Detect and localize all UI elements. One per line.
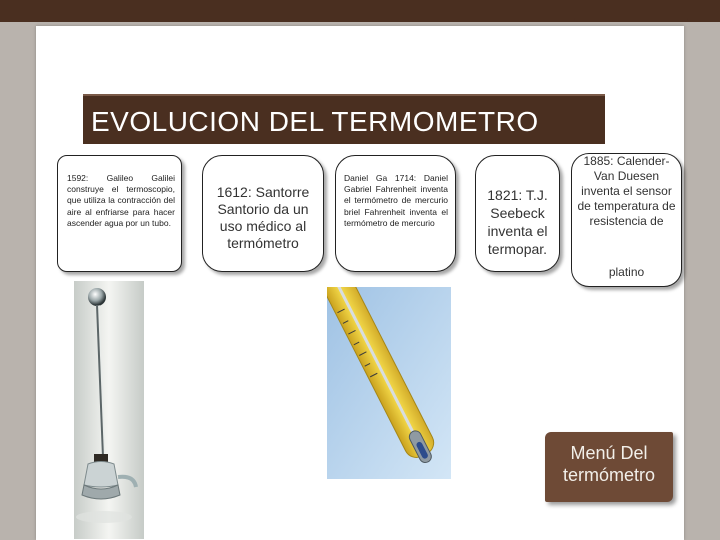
- thermoscope-drawing: [74, 281, 144, 539]
- timeline-text-1885-platino: platino: [608, 265, 645, 279]
- galileo-thermoscope-image: [74, 281, 144, 539]
- timeline-text-1612: 1612: Santorre Santorio da un uso médico al termómetro: [216, 184, 310, 251]
- menu-termometro-button[interactable]: [545, 432, 673, 502]
- mercury-thermometer-image: [327, 287, 451, 479]
- timeline-text-1592: 1592: Galileo Galilei construye el termoscopio, que utiliza la contracción del aire al enfriarse para hacer ascender agua por un tubo.: [67, 173, 175, 228]
- title-bar: [83, 94, 605, 144]
- timeline-text-1714: Daniel Ga 1714: Daniel Gabriel Fahrenheit inventa el termómetro de mercurio briel Fahrenheit inventa el termómetro de mercurio: [344, 173, 448, 228]
- timeline-box-1612: [202, 155, 324, 272]
- timeline-text-1885: 1885: Calender-Van Duesen inventa el sensor de temperatura de resistencia de: [577, 154, 676, 228]
- timeline-text-1821: 1821: T.J. Seebeck inventa el termopar.: [487, 187, 548, 257]
- menu-button-label: [545, 442, 673, 486]
- menu-button-line1: Menú Del: [570, 443, 648, 463]
- timeline-box-1821: [475, 155, 560, 272]
- timeline-box-1592: [57, 155, 182, 272]
- mercury-thermometer-drawing: [327, 287, 451, 479]
- slide-title: EVOLUCION DEL TERMOMETRO: [91, 106, 539, 137]
- timeline-box-1885: [571, 153, 682, 287]
- timeline-box-1714: [335, 155, 456, 272]
- menu-button-line2: termómetro: [562, 465, 656, 485]
- corner-tab: [574, 0, 688, 22]
